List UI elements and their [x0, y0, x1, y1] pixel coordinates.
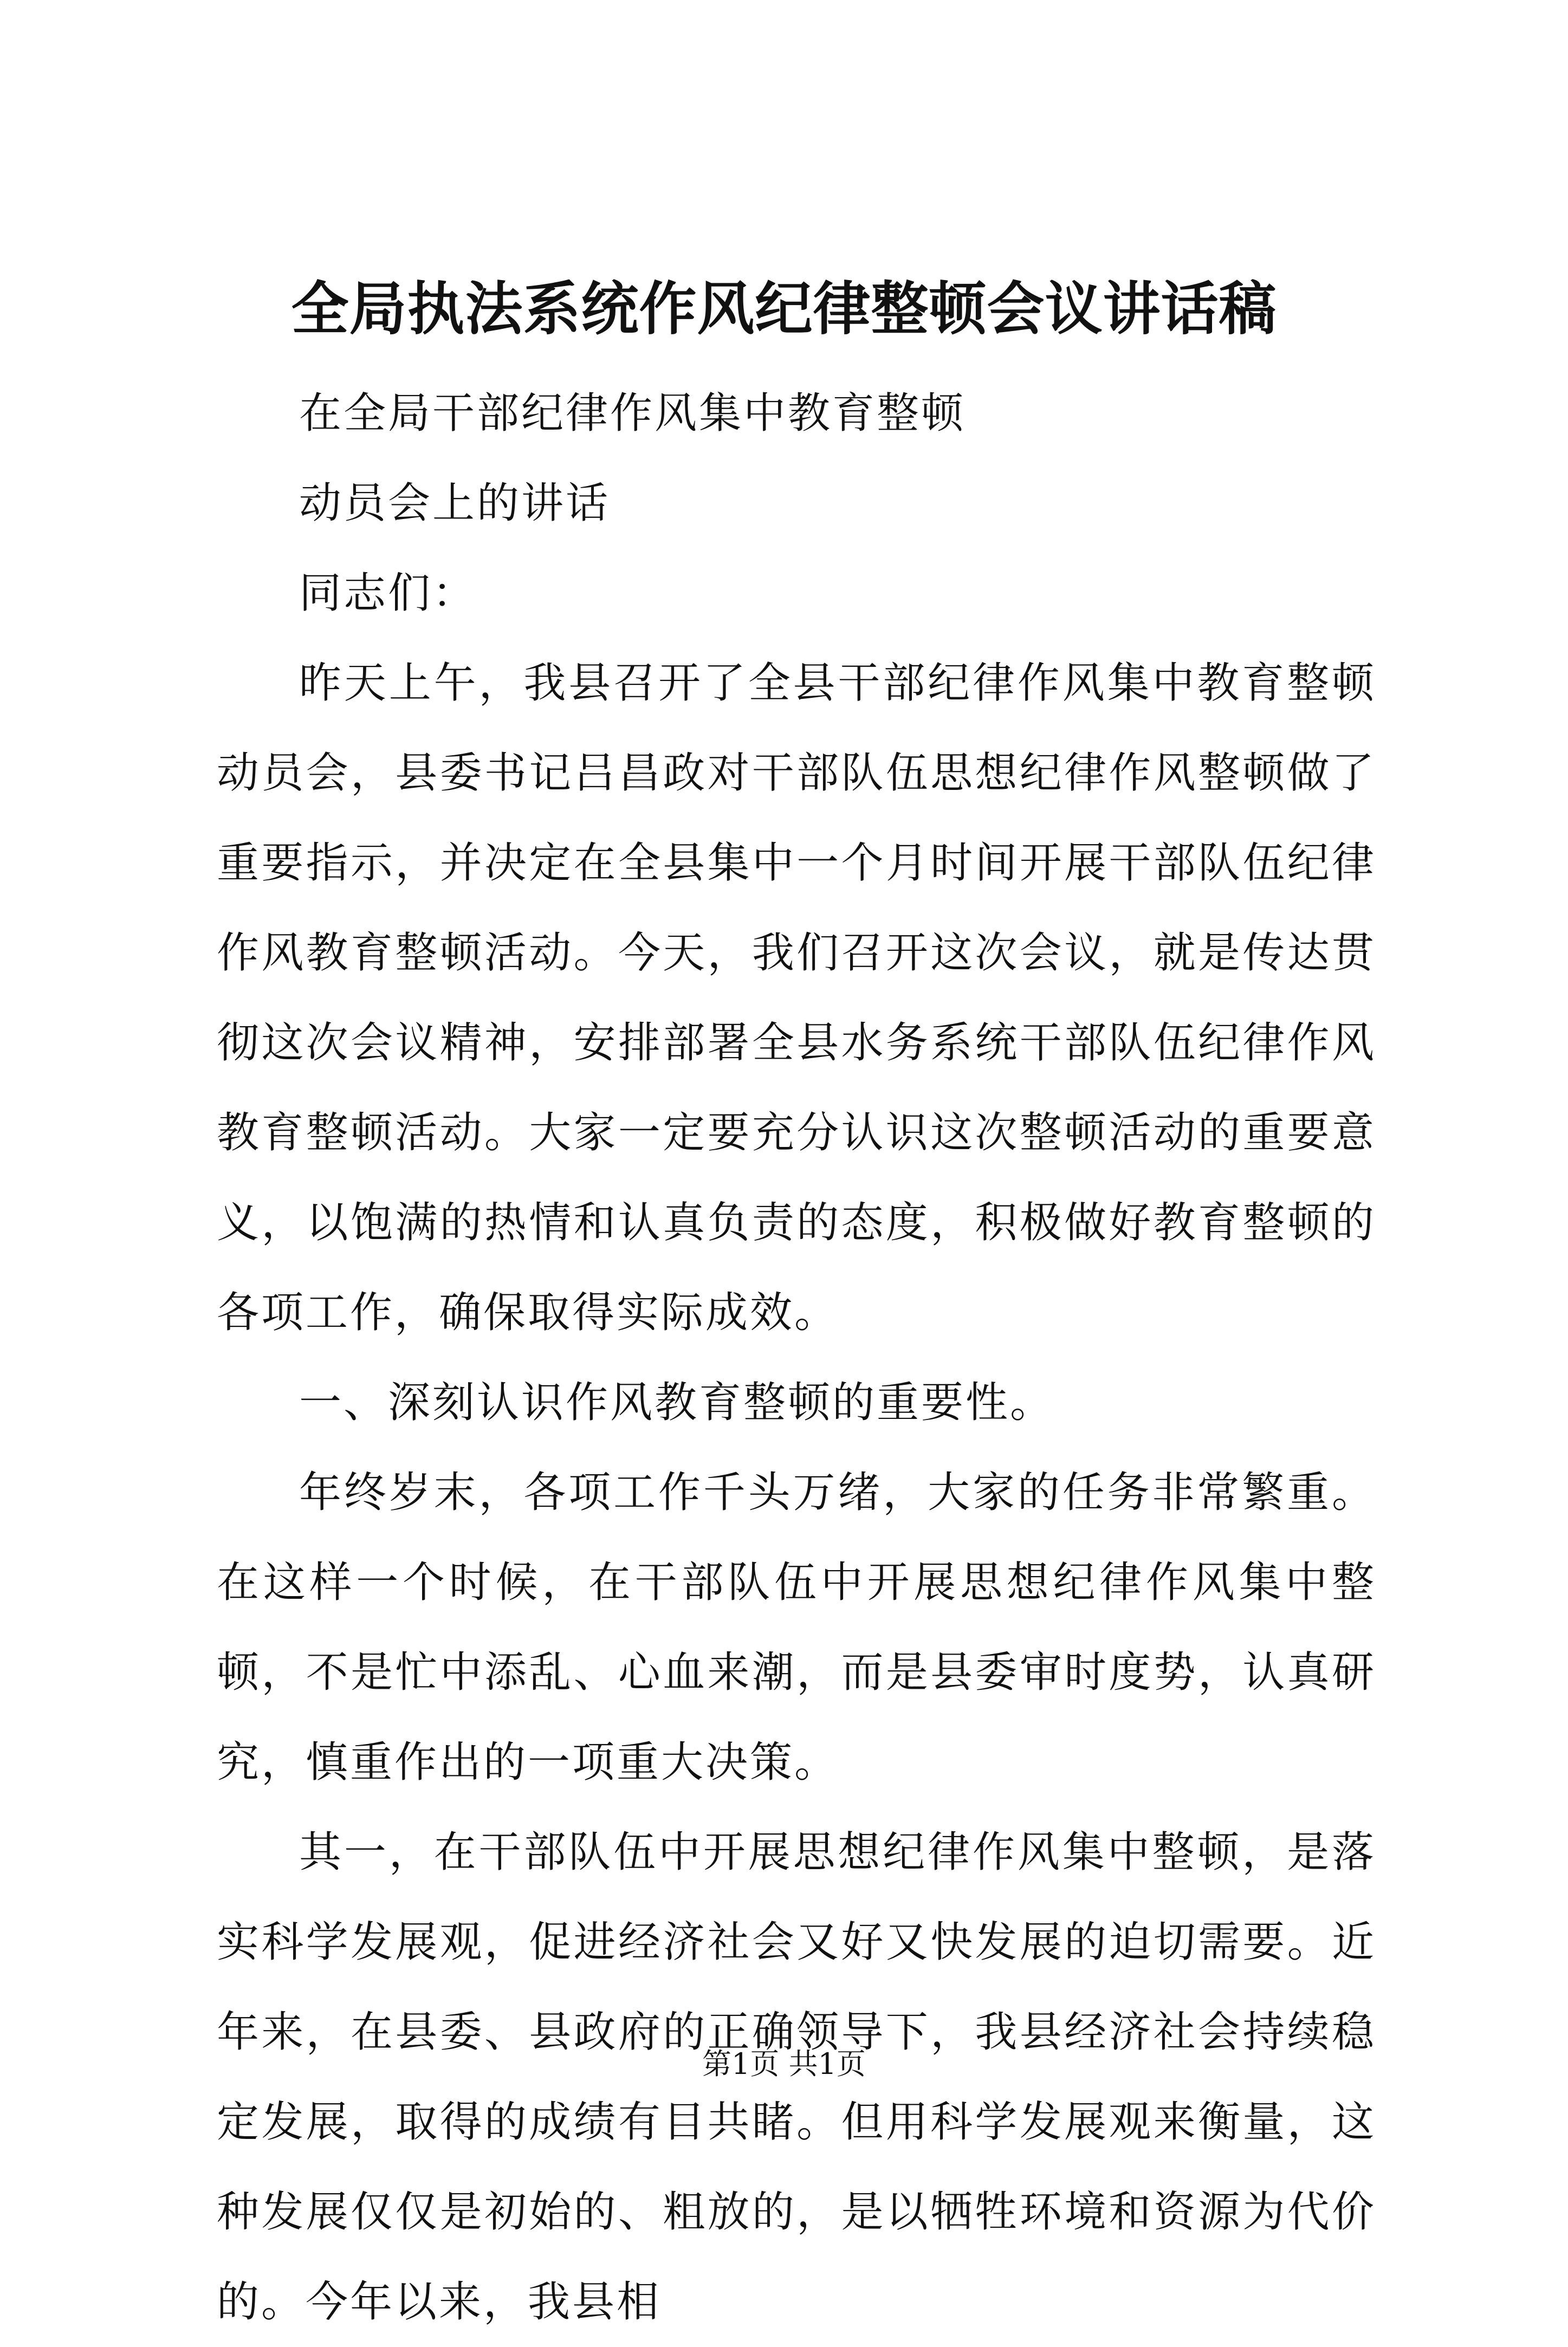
- paragraph-subtitle-2: 动员会上的讲话: [299, 479, 611, 528]
- paragraph-subtitle-1: 在全局干部纪律作风集中教育整顿: [299, 389, 966, 438]
- paragraph-year-end: 年终岁末，各项工作千头万绪，大家的任务非常繁重。在这样一个时候，在干部队伍中开展思想纪律作风集中整顿，不是忙中添乱、心血来潮，而是县委审时度势，认真研究，慎重作出的一项重大决策。: [217, 1468, 1376, 1787]
- document-title: 全局执法系统作风纪律整顿会议讲话稿: [291, 275, 1277, 342]
- paragraph-first-point: 其一，在干部队伍中开展思想纪律作风集中整顿，是落实科学发展观，促进经济社会又好又快发展的迫切需要。近年来，在县委、县政府的正确领导下，我县经济社会持续稳定发展，取得的成绩有目共睹。但用科学发展观来衡量，这种发展仅仅是初始的、粗放的，是以牺牲环境和资源为代价的。今年以来，我县相: [217, 1828, 1376, 2326]
- paragraph-intro: 昨天上午，我县召开了全县干部纪律作风集中教育整顿动员会，县委书记吕昌政对干部队伍思想纪律作风整顿做了重要指示，并决定在全县集中一个月时间开展干部队伍纪律作风教育整顿活动。今天，我们召开这次会议，就是传达贯彻这次会议精神，安排部署全县水务系统干部队伍纪律作风教育整顿活动。大家一定要充分认识这次整顿活动的重要意义，以饱满的热情和认真负责的态度，积极做好教育整顿的各项工作，确保取得实际成效。: [217, 659, 1376, 1337]
- paragraph-section-heading-1: 一、深刻认识作风教育整顿的重要性。: [299, 1378, 1055, 1427]
- page-footer: 第1页 共1页: [702, 2047, 866, 2081]
- paragraph-salutation: 同志们：: [299, 569, 477, 618]
